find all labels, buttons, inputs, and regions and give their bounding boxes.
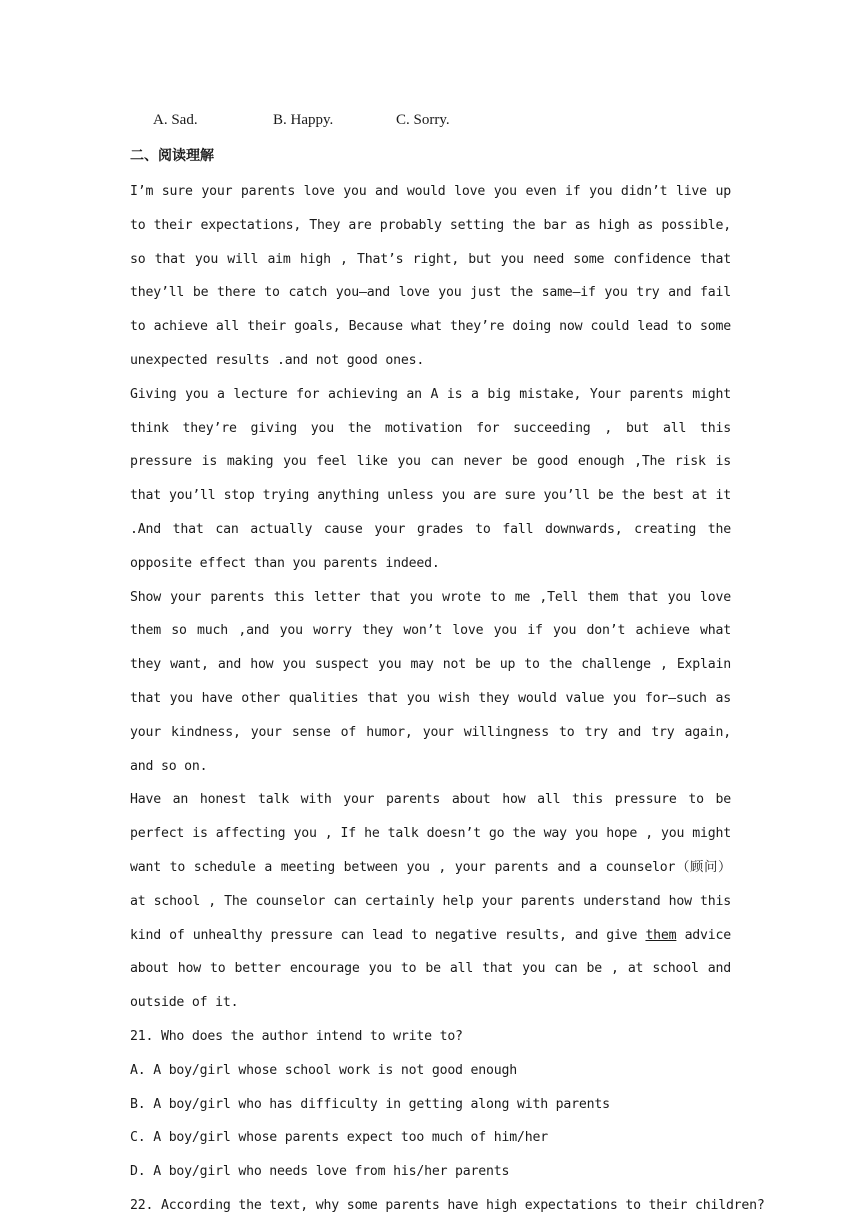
question-21-option-d[interactable]: D. A boy/girl who needs love from his/her parents <box>130 1164 510 1180</box>
reading-passage <box>130 175 765 1223</box>
underlined-word: them <box>645 927 677 943</box>
passage-paragraph-2: Giving you a lecture for achieving an A is a big mistake, Your parents might think they’re giving you the motivation for succeeding , but all this pressure is making you feel like you can never be good enough ,The risk is that you’ll stop trying anything unless you are sure you’ll be the best at it .And that can actually cause your grades to fall downwards, creating the opposite effect than you parents indeed. <box>130 386 731 571</box>
passage-paragraph-1: I’m sure your parents love you and would love you even if you didn’t live up to their expectations, They are probably setting the bar as high as possible, so that you will aim high , That’s right, but you need some confidence that they’ll be there to catch you—and love you just the same—if you try and fail to achieve all their goals, Because what they’re doing now could lead to some unexpected results .and not good ones. <box>130 184 731 368</box>
question-21-stem: 21. Who does the author intend to write to? <box>130 1028 463 1044</box>
passage-paragraph-4: Have an honest talk with your parents about how all this pressure to be perfect is affecting you , If he talk doesn’t go the way you hope , you might want to schedule a meeting between you , your parents and a counselor（顾问）at school , The counselor can certainly help your parents understand how this kind of unhealthy pressure can lead to negative results, and give them advice about how to better encourage you to be all that you can be , at school and outside of it. <box>130 792 732 1011</box>
option-a: A. Sad. <box>153 112 198 128</box>
option-c: C. Sorry. <box>396 112 450 128</box>
option-b: B. Happy. <box>273 112 334 128</box>
question-21-option-c[interactable]: C. A boy/girl whose parents expect too much of him/her <box>130 1130 548 1146</box>
section-title: 二、阅读理解 <box>130 148 214 164</box>
question-21-option-b[interactable]: B. A boy/girl who has difficulty in getting along with parents <box>130 1096 610 1112</box>
question-22-stem: 22. According the text, why some parents have high expectations to their children? <box>130 1197 765 1213</box>
question-21-option-a[interactable]: A. A boy/girl whose school work is not good enough <box>130 1062 517 1078</box>
passage-paragraph-3: Show your parents this letter that you wrote to me ,Tell them that you love them so much ,and you worry they won’t love you if you don’t achieve what they want, and how you suspect you may not be up to the challenge , Explain that you have other qualities that you wish they would value you for—such as your kindness, your sense of humor, your willingness to try and try again, and so on. <box>130 589 731 774</box>
